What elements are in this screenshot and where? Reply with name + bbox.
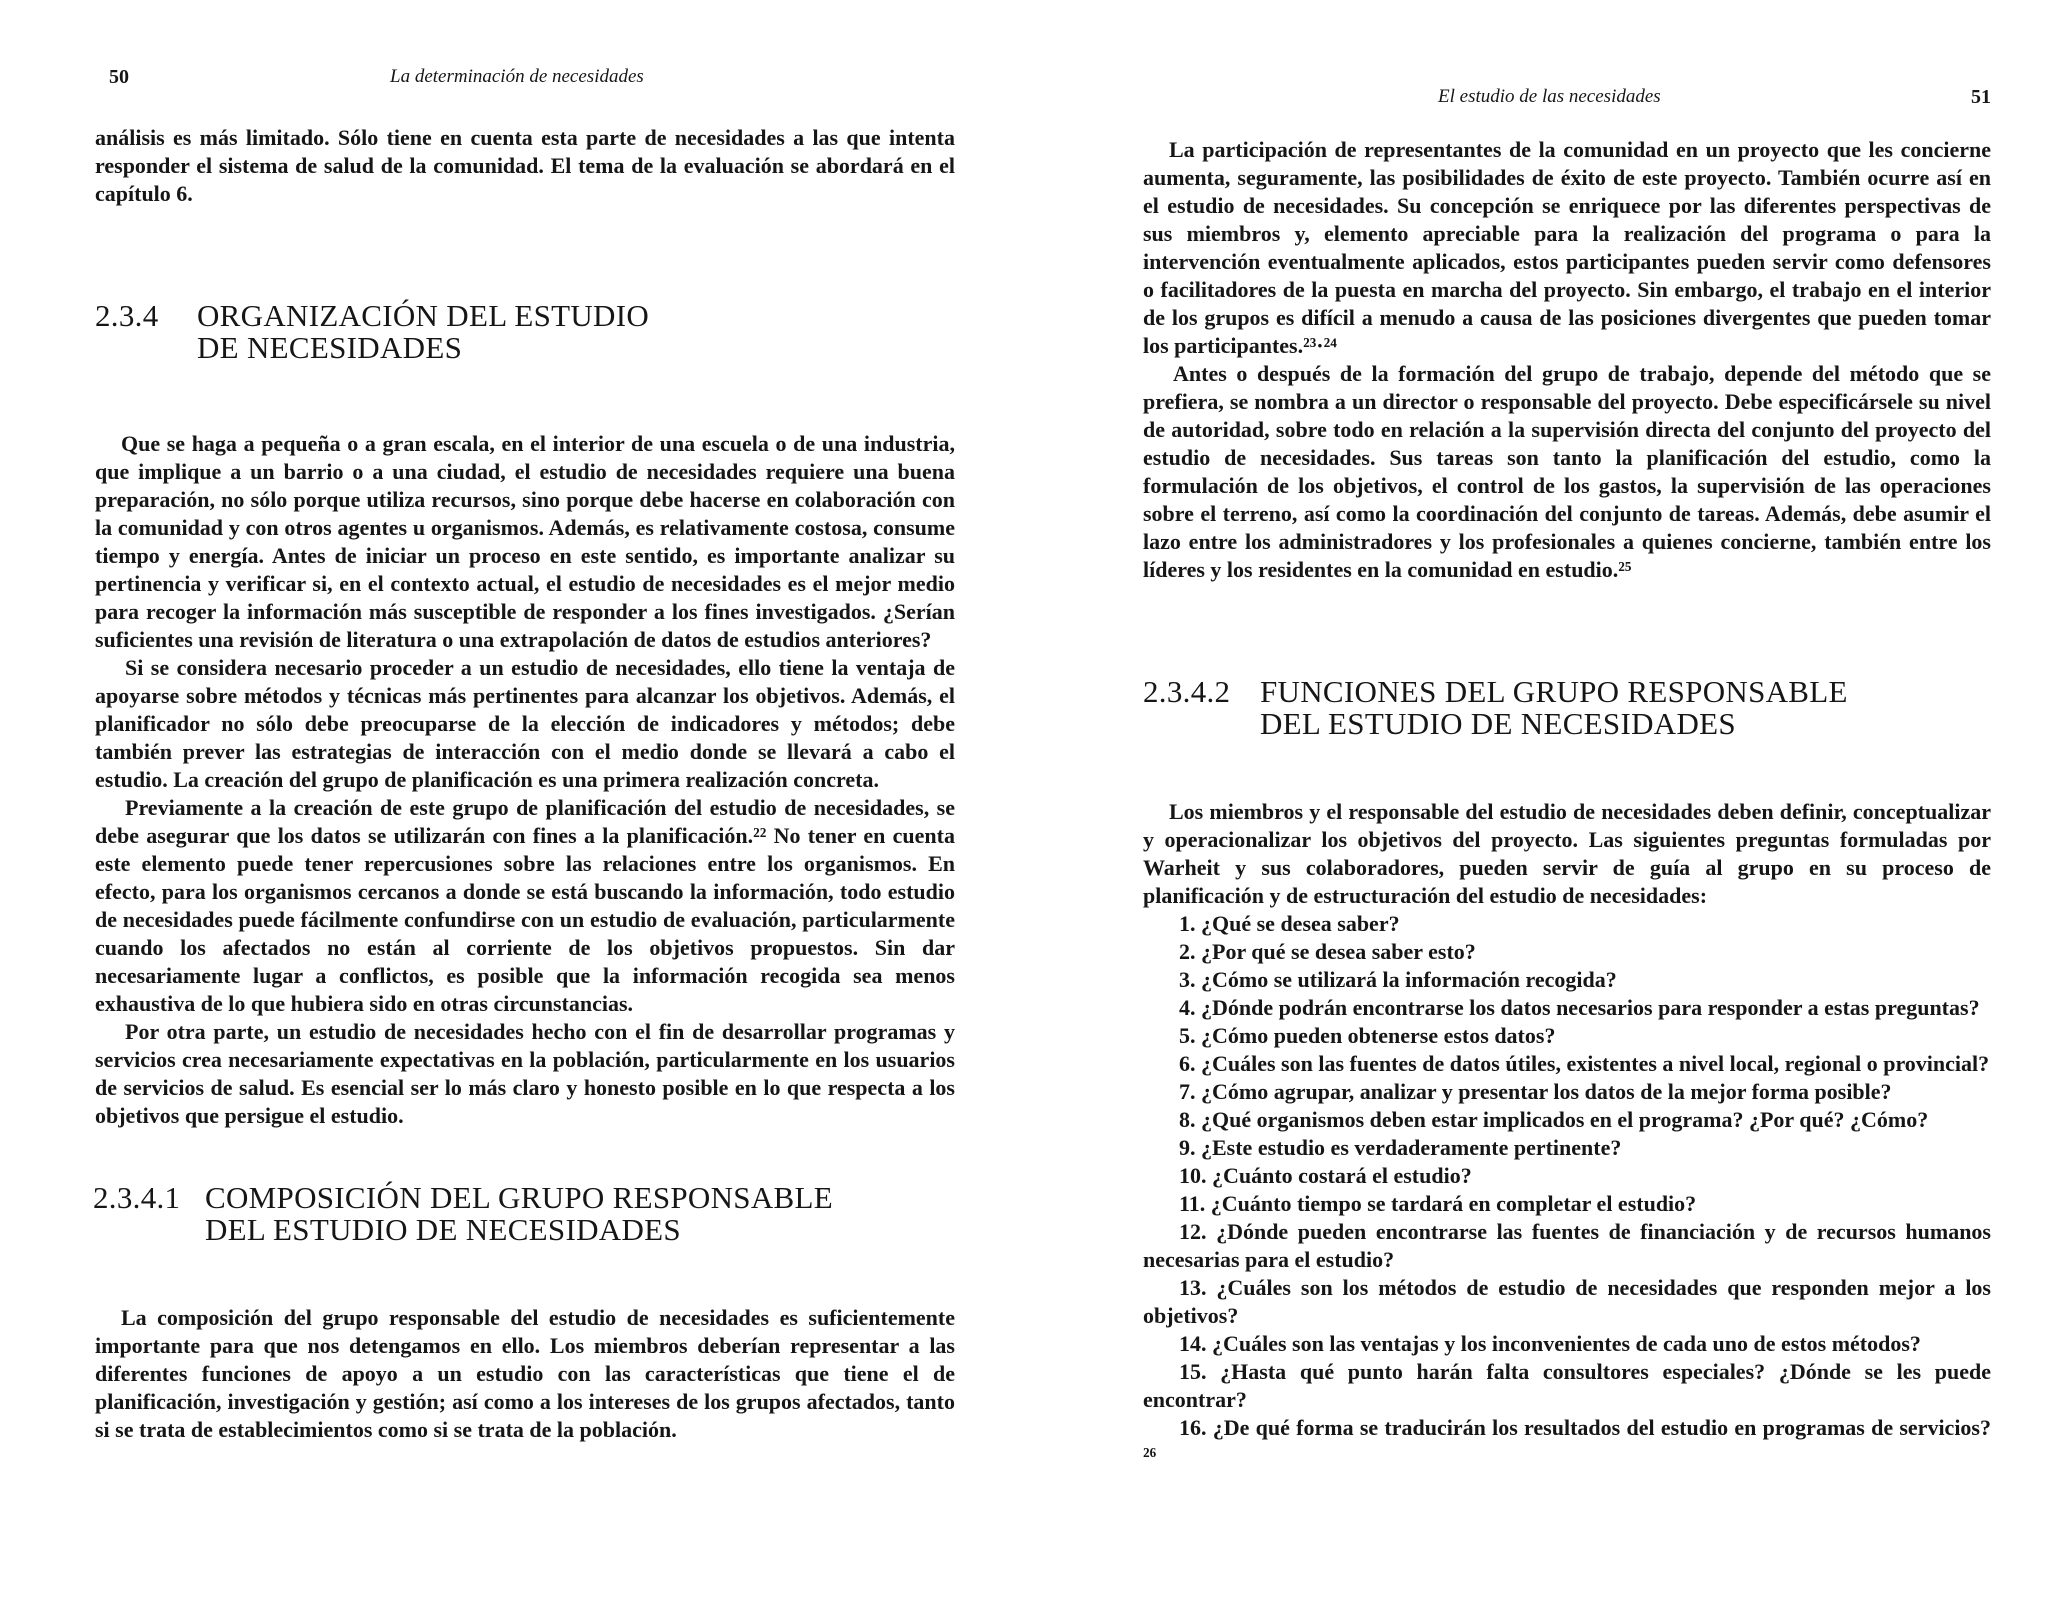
question-item: 10. ¿Cuánto costará el estudio? (1179, 1163, 1472, 1188)
question-item: 11. ¿Cuánto tiempo se tardará en completar el estudio? (1179, 1191, 1697, 1216)
section-heading (95, 300, 955, 364)
paragraph: Que se haga a pequeña o a gran escala, en el interior de una escuela o de una industria, que implique a un barrio o a una ciudad, el estudio de necesidades requiere una buena preparación, no sólo porque utiliza recursos, sino porque debe hacerse en colaboración con la comunidad y con otros agentes u organismos. Además, es relativamente costosa, consume tiempo y energía. Antes de iniciar un proceso en este sentido, es importante analizar su pertinencia y verificar si, en el contexto actual, el estudio de necesidades es el mejor medio para recoger la información más susceptible de responder a los fines investigados. ¿Serían suficientes una revisión de literatura o una extrapolación de datos de estudios anteriores? (95, 431, 955, 652)
question-item: 6. ¿Cuáles son las fuentes de datos útiles, existentes a nivel local, regional o provincial? (1179, 1051, 1990, 1076)
paragraph: La composición del grupo responsable del estudio de necesidades es suficientemente importante para que nos detengamos en ello. Los miembros deberían representar a las diferentes funciones de apoyo a un estudio con las características que tiene el de planificación, investigación y gestión; así como a los intereses de los grupos afectados, tanto si se trata de establecimientos como si se trata de la población. (95, 1305, 955, 1442)
paragraph: análisis es más limitado. Sólo tiene en cuenta esta parte de necesidades a las que intenta responder el sistema de salud de la comunidad. El tema de la evaluación se abordará en el capítulo 6. (95, 125, 955, 206)
running-head (1143, 86, 1991, 122)
question-item: 3. ¿Cómo se utilizará la información recogida? (1179, 967, 1617, 992)
question-item: 7. ¿Cómo agrupar, analizar y presentar los datos de la mejor forma posible? (1179, 1079, 1892, 1104)
section-title: FUNCIONES DEL GRUPO RESPONSABLE DEL ESTUDIO DE NECESIDADES (1260, 674, 1848, 741)
left-page (95, 0, 955, 1610)
page-number: 51 (1971, 86, 1991, 108)
question-item: 1. ¿Qué se desea saber? (1179, 911, 1400, 936)
section-number: 2.3.4.2 (1143, 674, 1231, 709)
right-page (1143, 0, 1991, 1610)
page-number: 50 (109, 66, 129, 88)
right-page-text (1143, 136, 1991, 1470)
section-heading (1143, 676, 1991, 740)
question-item: 2. ¿Por qué se desea saber esto? (1179, 939, 1476, 964)
question-item: 14. ¿Cuáles son las ventajas y los inconvenientes de cada uno de estos métodos? (1179, 1331, 1921, 1356)
section-heading (93, 1182, 955, 1246)
running-title: La determinación de necesidades (390, 66, 644, 87)
question-list (1143, 910, 1991, 1470)
section-title: COMPOSICIÓN DEL GRUPO RESPONSABLE DEL ESTUDIO DE NECESIDADES (205, 1180, 833, 1247)
question-item: 9. ¿Este estudio es verdaderamente pertinente? (1179, 1135, 1622, 1160)
section-title: ORGANIZACIÓN DEL ESTUDIO DE NECESIDADES (197, 298, 650, 365)
paragraph: Si se considera necesario proceder a un estudio de necesidades, ello tiene la ventaja de apoyarse sobre métodos y técnicas más pertinentes para alcanzar los objetivos. Además, el planificador no sólo debe preocuparse de la elección de indicadores y métodos; debe también prever las estrategias de interacción con el medio donde se llevará a cabo el estudio. La creación del grupo de planificación es una primera realización concreta. (95, 655, 955, 792)
running-title: El estudio de las necesidades (1438, 86, 1661, 107)
running-head (95, 66, 955, 102)
left-page-text (95, 124, 955, 1444)
paragraph: Antes o después de la formación del grupo de trabajo, depende del método que se prefiera, se nombra a un director o responsable del proyecto. Debe especificársele su nivel de autoridad, sobre todo en relación a la supervisión directa del conjunto del proyecto del estudio de necesidades. Sus tareas son tanto la planificación del estudio, como la formulación de los objetivos, el control de los gastos, la supervisión de las operaciones sobre el terreno, así como la coordinación del conjunto de tareas. Además, debe asumir el lazo entre los administradores y los profesionales a quienes concierne, también entre los líderes y los residentes en la comunidad en estudio.²⁵ (1143, 361, 1991, 582)
question-item: 13. ¿Cuáles son los métodos de estudio de necesidades que responden mejor a los objetivos? (1143, 1275, 1991, 1328)
paragraph: Por otra parte, un estudio de necesidades hecho con el fin de desarrollar programas y servicios crea necesariamente expectativas en la población, particularmente en los usuarios de servicios de salud. Es esencial ser lo más claro y honesto posible en lo que respecta a los objetivos que persigue el estudio. (95, 1019, 955, 1128)
question-item: 12. ¿Dónde pueden encontrarse las fuentes de financiación y de recursos humanos necesarias para el estudio? (1143, 1219, 1991, 1272)
question-item: 5. ¿Cómo pueden obtenerse estos datos? (1179, 1023, 1556, 1048)
section-number: 2.3.4.1 (93, 1180, 181, 1215)
question-item: 15. ¿Hasta qué punto harán falta consultores especiales? ¿Dónde se les puede encontrar? (1143, 1359, 1991, 1412)
question-item: 4. ¿Dónde podrán encontrarse los datos necesarios para responder a estas preguntas? (1179, 995, 1980, 1020)
question-item: 8. ¿Qué organismos deben estar implicados en el programa? ¿Por qué? ¿Cómo? (1179, 1107, 1929, 1132)
paragraph: Los miembros y el responsable del estudio de necesidades deben definir, conceptualizar y operacionalizar los objetivos del proyecto. Las siguientes preguntas formuladas por Warheit y sus colaboradores, pueden servir de guía al grupo en su proceso de planificación y de estructuración del estudio de necesidades: (1143, 799, 1991, 908)
paragraph: La participación de representantes de la comunidad en un proyecto que les concierne aumenta, seguramente, las posibilidades de éxito de este proyecto. También ocurre así en el estudio de necesidades. Su concepción se enriquece por las diferentes perspectivas de sus miembros y, elemento apreciable para la realización del programa o para la intervención eventualmente aplicados, estos participantes pueden servir como defensores o facilitadores de la puesta en marcha del proyecto. Sin embargo, el trabajo en el interior de los grupos es difícil a menudo a causa de las posiciones divergentes que pueden tomar los participantes.²³·²⁴ (1143, 137, 1991, 358)
question-item: 16. ¿De qué forma se traducirán los resultados del estudio en programas de servicios?²⁶ (1143, 1415, 1991, 1468)
paragraph: Previamente a la creación de este grupo de planificación del estudio de necesidades, se debe asegurar que los datos se utilizarán con fines a la planificación.²² No tener en cuenta este elemento puede tener repercusiones sobre las relaciones entre los organismos. En efecto, para los organismos cercanos a donde se está buscando la información, todo estudio de necesidades puede fácilmente confundirse con un estudio de evaluación, particularmente cuando los afectados no están al corriente de los objetivos propuestos. Sin dar necesariamente lugar a conflictos, es posible que la información recogida sea menos exhaustiva de lo que hubiera sido en otras circunstancias. (95, 795, 955, 1016)
section-number: 2.3.4 (95, 298, 159, 333)
